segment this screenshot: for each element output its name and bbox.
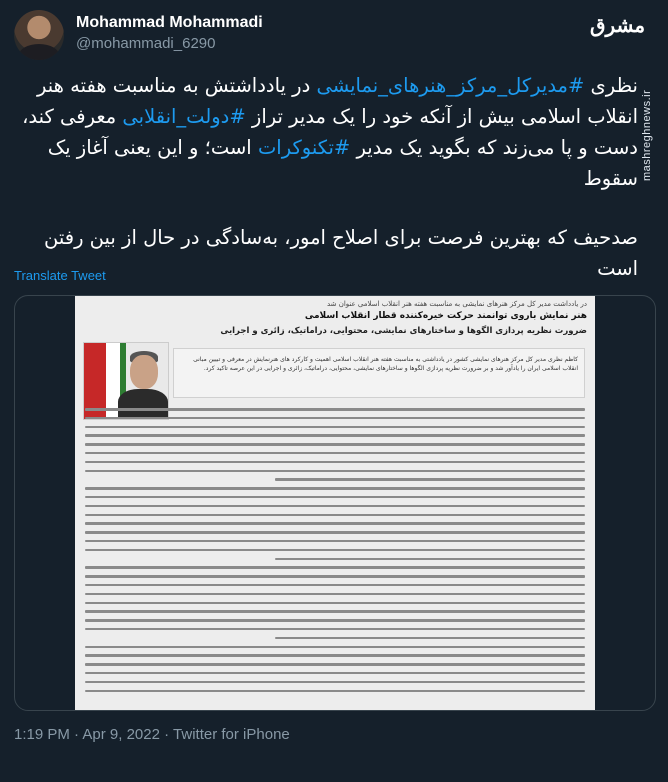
tweet-metadata <box>14 726 290 743</box>
author-name[interactable]: Mohammad Mohammadi <box>76 14 263 31</box>
article-text-line <box>85 584 585 587</box>
article-text-line <box>85 690 585 693</box>
article-text-line <box>85 505 585 508</box>
watermark-url: mashreghnews.ir <box>641 89 653 181</box>
meta-separator: · <box>164 726 170 743</box>
hashtag-link[interactable]: #دولت_انقلابی <box>122 105 246 128</box>
article-text-line <box>275 558 585 561</box>
hashtag-link[interactable]: #مدیرکل_مرکز_هنرهای_نمایشی <box>316 74 585 97</box>
article-body-text <box>85 408 585 698</box>
article-text-line <box>85 522 585 525</box>
article-text-line <box>85 443 585 446</box>
tweet-text-segment: معرفی کند، دست و پا می‌زند که بگوید یک مدیر <box>22 105 638 159</box>
article-text-line <box>85 426 585 429</box>
article-text-line <box>85 681 585 684</box>
article-text-line <box>85 610 585 613</box>
hashtag-link[interactable]: #تکنوکرات <box>257 136 351 159</box>
article-text-line <box>85 470 585 473</box>
article-text-line <box>85 593 585 596</box>
logo-text: مشرق <box>590 13 646 37</box>
translate-tweet-link[interactable]: Translate Tweet <box>14 268 106 283</box>
tweet-text-segment: در یادداشتش به مناسبت هفته هنر انقلاب اسلامی بیش از آنکه خود را یک مدیر تراز <box>36 74 638 128</box>
tweet-media-image[interactable] <box>14 295 656 711</box>
article-text-line <box>275 478 585 481</box>
article-text-line <box>275 637 585 640</box>
article-text-line <box>85 540 585 543</box>
article-text-line <box>85 575 585 578</box>
article-text-line <box>85 619 585 622</box>
tweet-date[interactable]: Apr 9, 2022 <box>82 726 160 743</box>
article-text-line <box>85 663 585 666</box>
article-text-line <box>85 417 585 420</box>
article-text-line <box>85 628 585 631</box>
tweet-paragraph-1 <box>14 70 638 194</box>
article-text-line <box>85 654 585 657</box>
meta-separator: · <box>74 726 80 743</box>
author-handle[interactable]: @mohammadi_6290 <box>76 35 216 52</box>
article-text-line <box>85 487 585 490</box>
tweet-text-segment: است؛ و این یعنی آغاز یک سقوط <box>47 136 638 190</box>
tweet-time[interactable]: 1:19 PM <box>14 726 70 743</box>
article-text-line <box>85 514 585 517</box>
article-text-line <box>85 452 585 455</box>
tweet-text-segment: نظری <box>584 74 638 97</box>
article-lead-box <box>173 348 585 398</box>
mashregh-logo <box>590 12 646 38</box>
author-avatar[interactable] <box>14 10 64 60</box>
article-text-line <box>85 646 585 649</box>
article-text-line <box>85 602 585 605</box>
article-text-line <box>85 549 585 552</box>
article-subhead: ضرورت نظریه پردازی الگوها و ساختارهای نمایشی، محتوایی، دراماتیک، زائری و اجرایی <box>220 326 587 336</box>
article-headline: هنر نمایش باروی توانمند حرکت خیره‌کننده قطار انقلاب اسلامی <box>304 311 587 321</box>
article-text-line <box>85 434 585 437</box>
article-text-line <box>85 672 585 675</box>
article-text-line <box>85 461 585 464</box>
article-text-line <box>85 496 585 499</box>
article-text-line <box>85 408 585 411</box>
article-text-line <box>85 531 585 534</box>
newspaper-clipping <box>75 296 595 710</box>
tweet-text <box>14 70 638 284</box>
article-lead-text: کاظم نظری مدیر کل مرکز هنرهای نمایشی کشور در یادداشتی به مناسبت هفته هنر انقلاب اسلامی اهمیت و کارکرد های هنرنمایش در معرفی و تبیین مبانی انقلاب اسلامی ایران را یادآور شد و بر ضرورت نظریه پردازی الگوها و ساختارهای نمایشی، محتوایی، دراماتیک، زائری و اجرایی در این عرصه تاکید کرد. <box>193 356 578 372</box>
article-text-line <box>85 566 585 569</box>
tweet-client[interactable]: Twitter for iPhone <box>173 726 290 743</box>
article-kicker: در یادداشت مدیر کل مرکز هنرهای نمایشی به مناسبت هفته هنر انقلاب اسلامی عنوان شد <box>326 300 587 308</box>
tweet-paragraph-2: صدحیف که بهترین فرصت برای اصلاح امور، به‌سادگی در حال از بین رفتن است <box>44 226 638 280</box>
